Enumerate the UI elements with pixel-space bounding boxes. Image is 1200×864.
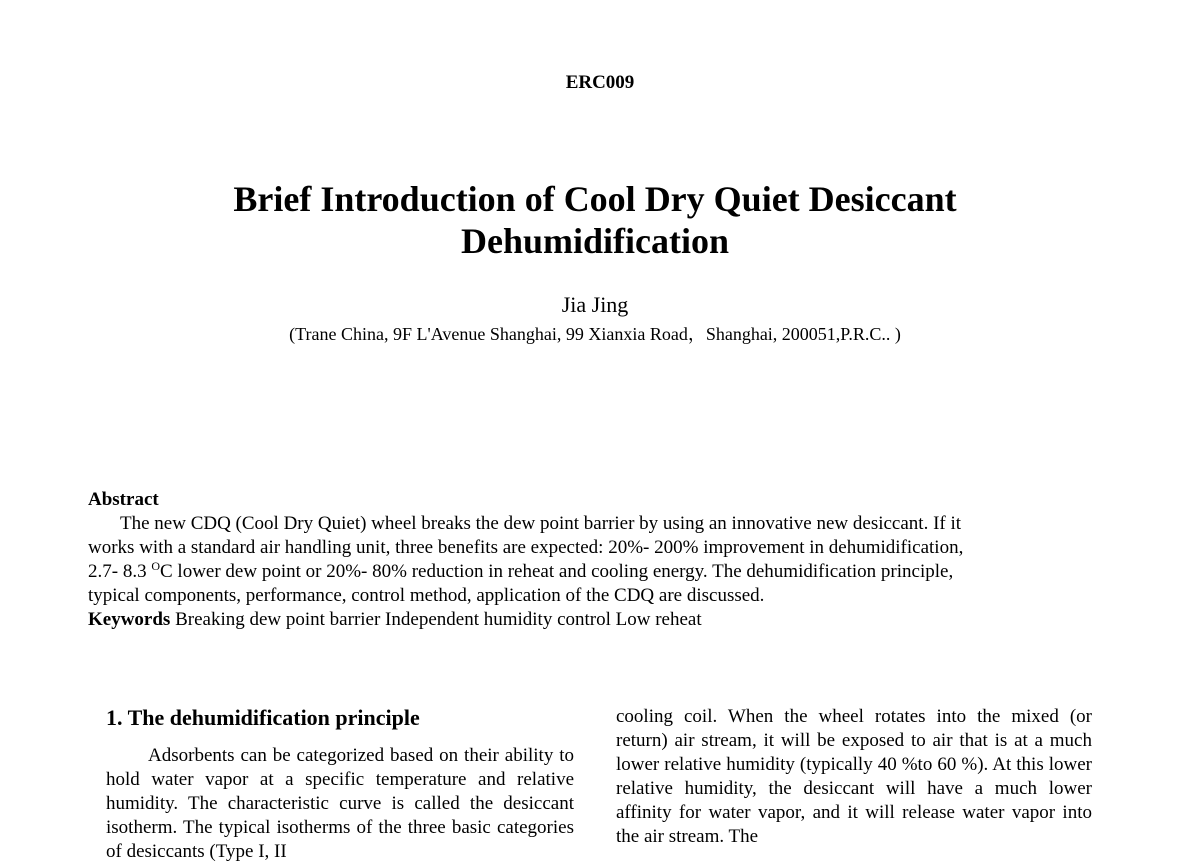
abstract-line: The new CDQ (Cool Dry Quiet) wheel breaks the dew point barrier by using an innovative new desiccant. If it [120, 513, 962, 534]
right-column [616, 705, 1092, 849]
abstract-text: 2.7- 8.3 [88, 561, 152, 582]
abstract-line: typical components, performance, control method, application of the CDQ are discussed. [88, 585, 765, 606]
author-affiliation: (Trane China, 9F L'Avenue Shanghai, 99 Xianxia Road，Shanghai, 200051,P.R.C.. ) [289, 324, 901, 344]
abstract-block [88, 488, 1098, 632]
keywords-label: Keywords [88, 609, 171, 630]
abstract-line: works with a standard air handling unit, three benefits are expected: 20%- 200% improvement in dehumidification, [88, 537, 964, 558]
abstract-heading: Abstract [88, 489, 159, 510]
abstract-text: C lower dew point or 20%- 80% reduction in reheat and cooling energy. The dehumidification principle, [160, 561, 954, 582]
body-paragraph: Adsorbents can be categorized based on their ability to hold water vapor at a specific temperature and relative humidity. The characteristic curve is called the desiccant isotherm. The typical isotherms of the three basic categories of desiccants (Type I, II [106, 745, 574, 862]
body-paragraph: cooling coil. When the wheel rotates into the mixed (or return) air stream, it will be exposed to air that is at a much lower relative humidity (typically 40 %to 60 %). At this lower relative humidity, the desiccant will have a much lower affinity for water vapor, and it will release water vapor into the air stream. The [616, 706, 1092, 847]
section-heading: 1. The dehumidification principle [106, 705, 420, 730]
paper-title: Brief Introduction of Cool Dry Quiet Desiccant Dehumidification [233, 179, 957, 261]
author-name: Jia Jing [561, 292, 629, 317]
abstract-line [88, 560, 1098, 584]
left-column [106, 704, 574, 864]
keywords-text: Breaking dew point barrier Independent humidity control Low reheat [170, 609, 702, 630]
paper-code: ERC009 [565, 72, 635, 93]
keywords-line [88, 608, 1098, 632]
degree-superscript: O [151, 559, 160, 573]
